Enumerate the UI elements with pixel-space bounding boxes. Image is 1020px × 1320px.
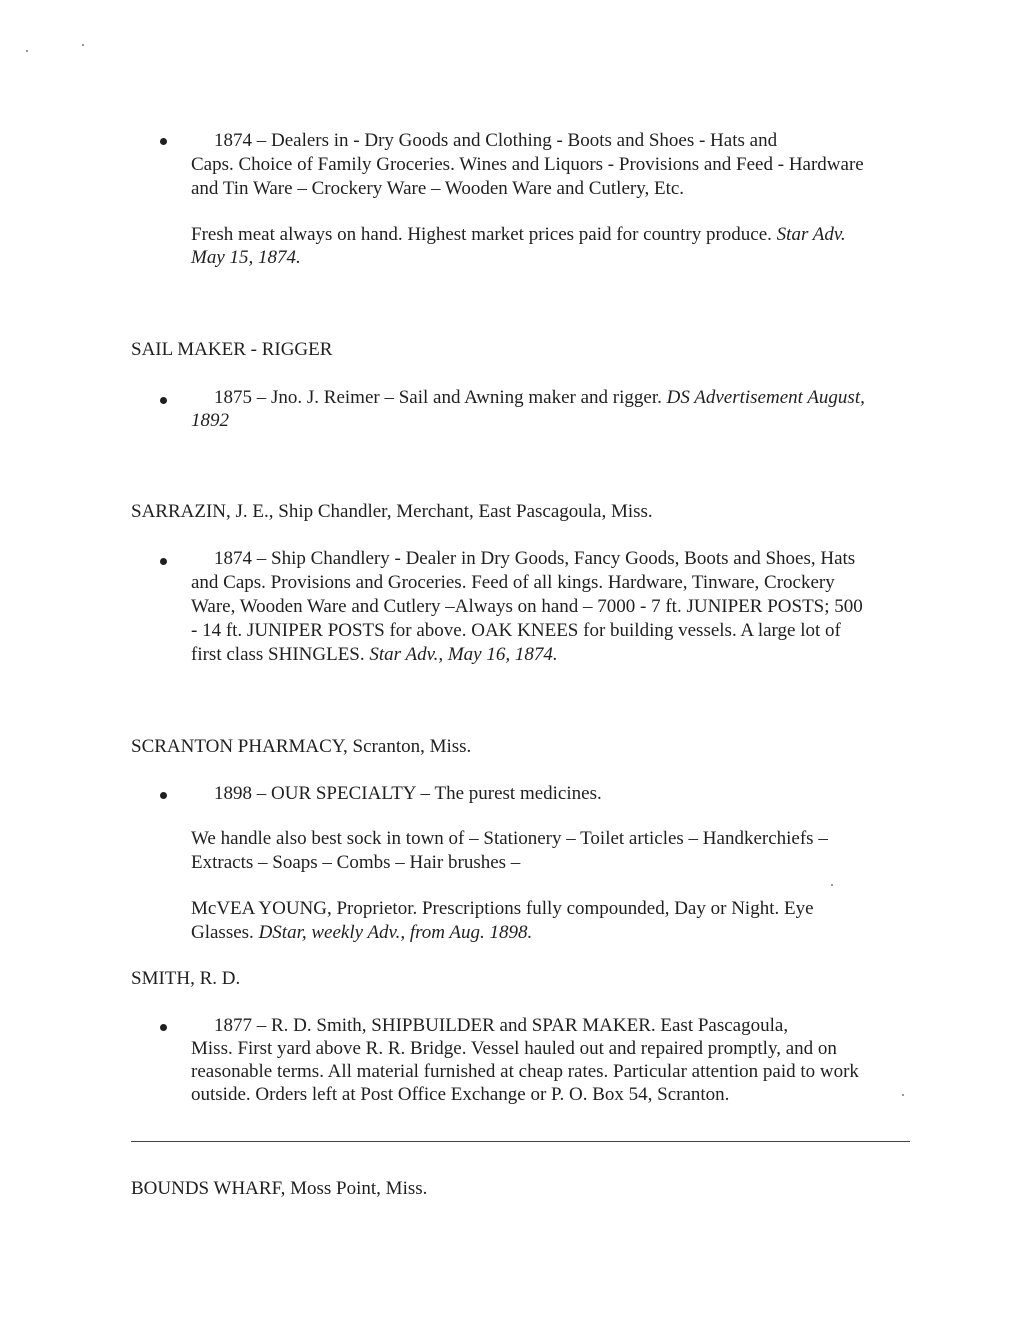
entry-line: and Tin Ware – Crockery Ware – Wooden Ware and Cutlery, Etc.	[191, 178, 685, 199]
scan-speck	[831, 884, 833, 886]
entry-line: We handle also best sock in town of – Stationery – Toilet articles – Handkerchiefs –	[191, 828, 828, 849]
section-heading: SARRAZIN, J. E., Ship Chandler, Merchant, East Pascagoula, Miss.	[131, 501, 653, 522]
entry-line: 1874 – Dealers in - Dry Goods and Clothing - Boots and Shoes - Hats and	[214, 130, 778, 151]
bullet-icon	[160, 1024, 167, 1031]
entry-line: 1874 – Ship Chandlery - Dealer in Dry Goods, Fancy Goods, Boots and Shoes, Hats	[214, 548, 856, 569]
citation: Star Adv.	[776, 224, 846, 245]
entry-line: 1898 – OUR SPECIALTY – The purest medicines.	[214, 783, 602, 804]
scan-speck	[82, 44, 84, 46]
entry-text: 1875 – Jno. J. Reimer – Sail and Awning maker and rigger.	[214, 387, 667, 408]
entry-line: Ware, Wooden Ware and Cutlery –Always on hand – 7000 - 7 ft. JUNIPER POSTS; 500	[191, 596, 863, 617]
citation: DS Advertisement August,	[666, 387, 865, 408]
entry-line: Miss. First yard above R. R. Bridge. Vessel hauled out and repaired promptly, and on	[191, 1038, 837, 1059]
entry-line: - 14 ft. JUNIPER POSTS for above. OAK KNEES for building vessels. A large lot of	[191, 620, 841, 641]
entry-line: McVEA YOUNG, Proprietor. Prescriptions fully compounded, Day or Night. Eye	[191, 898, 814, 919]
bullet-icon	[160, 558, 167, 565]
note-text: Fresh meat always on hand. Highest market prices paid for country produce.	[191, 224, 777, 245]
entry-line: and Caps. Provisions and Groceries. Feed of all kings. Hardware, Tinware, Crockery	[191, 572, 835, 593]
bullet-icon	[160, 138, 167, 145]
citation: May 15, 1874.	[191, 247, 301, 268]
entry-line: reasonable terms. All material furnished at cheap rates. Particular attention paid to work	[191, 1061, 859, 1082]
entry-line: outside. Orders left at Post Office Exchange or P. O. Box 54, Scranton.	[191, 1084, 730, 1105]
section-heading: SCRANTON PHARMACY, Scranton, Miss.	[131, 736, 472, 757]
entry-line: 1877 – R. D. Smith, SHIPBUILDER and SPAR MAKER. East Pascagoula,	[214, 1015, 789, 1036]
scan-speck	[902, 1094, 904, 1096]
entry-line: Caps. Choice of Family Groceries. Wines and Liquors - Provisions and Feed - Hardware	[191, 154, 864, 175]
section-heading: SMITH, R. D.	[131, 968, 241, 989]
entry-line	[191, 643, 558, 667]
entry-note	[191, 223, 846, 247]
section-heading: SAIL MAKER - RIGGER	[131, 339, 333, 360]
entry-line: Extracts – Soaps – Combs – Hair brushes –	[191, 852, 521, 873]
bullet-icon	[160, 397, 167, 404]
entry-line	[191, 921, 532, 945]
scan-speck	[26, 50, 28, 52]
entry-line	[214, 386, 865, 410]
horizontal-divider	[131, 1141, 910, 1142]
section-heading: BOUNDS WHARF, Moss Point, Miss.	[131, 1178, 428, 1199]
citation: DStar, weekly Adv., from Aug. 1898.	[258, 922, 533, 943]
entry-text: first class SHINGLES.	[191, 644, 370, 665]
entry-text: Glasses.	[191, 922, 259, 943]
entry-note	[191, 246, 301, 270]
entry-line	[191, 409, 229, 433]
citation: 1892	[191, 410, 229, 431]
citation: Star Adv., May 16, 1874.	[369, 644, 558, 665]
bullet-icon	[160, 792, 167, 799]
